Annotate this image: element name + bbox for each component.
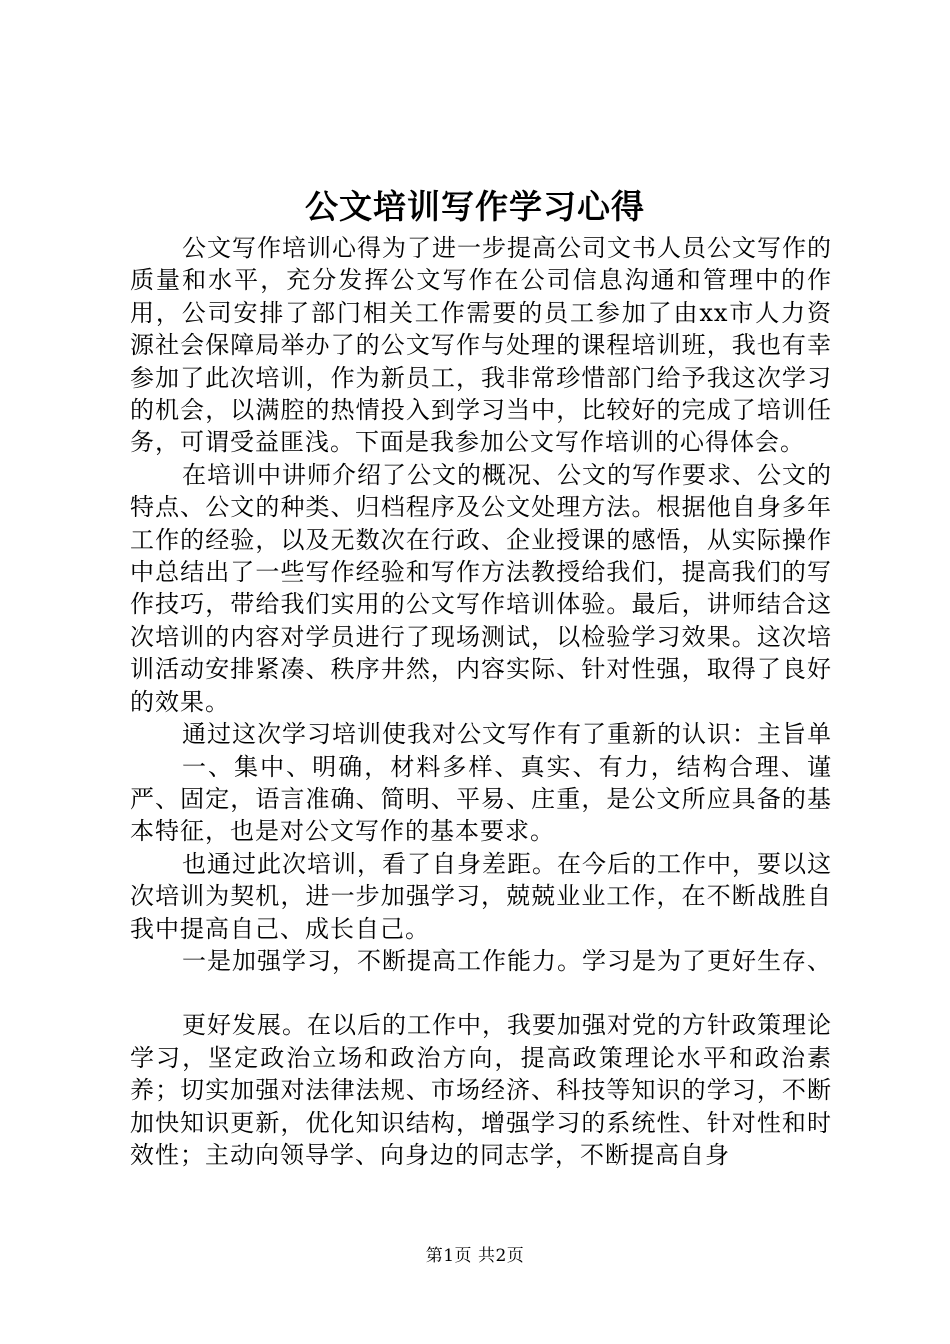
- paragraph-gap: [130, 977, 832, 1009]
- paragraph-strengthen-study: 一是加强学习，不断提高工作能力。学习是为了更好生存、: [182, 946, 832, 975]
- page-footer: 第1页 共2页: [425, 1246, 525, 1266]
- paragraph-new-understanding: 通过这次学习培训使我对公文写作有了重新的认识：主旨单: [182, 720, 832, 749]
- document-title: 公文培训写作学习心得: [305, 187, 645, 226]
- paragraph-training-content: 在培训中讲师介绍了公文的概况、公文的写作要求、公文的特点、公文的种类、归档程序及公文处理方法。根据他自身多年工作的经验，以及无数次在行政、企业授课的感悟，从实际操作中总结出了一些写作经验和写作方法教授给我们，提高我们的写作技巧，带给我们实用的公文写作培训体验。最后，讲师结合这次培训的内容对学员进行了现场测试，以检验学习效果。这次培训活动安排紧凑、秩序井然，内容实际、针对性强，取得了良好的效果。: [130, 460, 832, 716]
- paragraph-intro: 公文写作培训心得为了进一步提高公司文书人员公文写作的质量和水平，充分发挥公文写作在公司信息沟通和管理中的作用，公司安排了部门相关工作需要的员工参加了由xx市人力资源社会保障局举办了的公文写作与处理的课程培训班，我也有幸参加了此次培训，作为新员工，我非常珍惜部门给予我这次学习的机会，以满腔的热情投入到学习当中，比较好的完成了培训任务，可谓受益匪浅。下面是我参加公文写作培训的心得体会。: [130, 234, 832, 457]
- paragraph-basic-requirements: 一、集中、明确，材料多样、真实、有力，结构合理、谨严、固定，语言准确、简明、平易、庄重，是公文所应具备的基本特征，也是对公文写作的基本要求。: [130, 752, 832, 846]
- paragraph-self-gap: 也通过此次培训，看了自身差距。在今后的工作中，要以这次培训为契机，进一步加强学习，兢兢业业工作，在不断战胜自我中提高自己、成长自己。: [130, 849, 832, 943]
- paragraph-better-development: 更好发展。在以后的工作中，我要加强对党的方针政策理论学习，坚定政治立场和政治方向，提高政策理论水平和政治素养；切实加强对法律法规、市场经济、科技等知识的学习，不断加快知识更新，优化知识结构，增强学习的系统性、针对性和时效性；主动向领导学、向身边的同志学，不断提高自身: [130, 1011, 832, 1169]
- document-body: [130, 232, 832, 1171]
